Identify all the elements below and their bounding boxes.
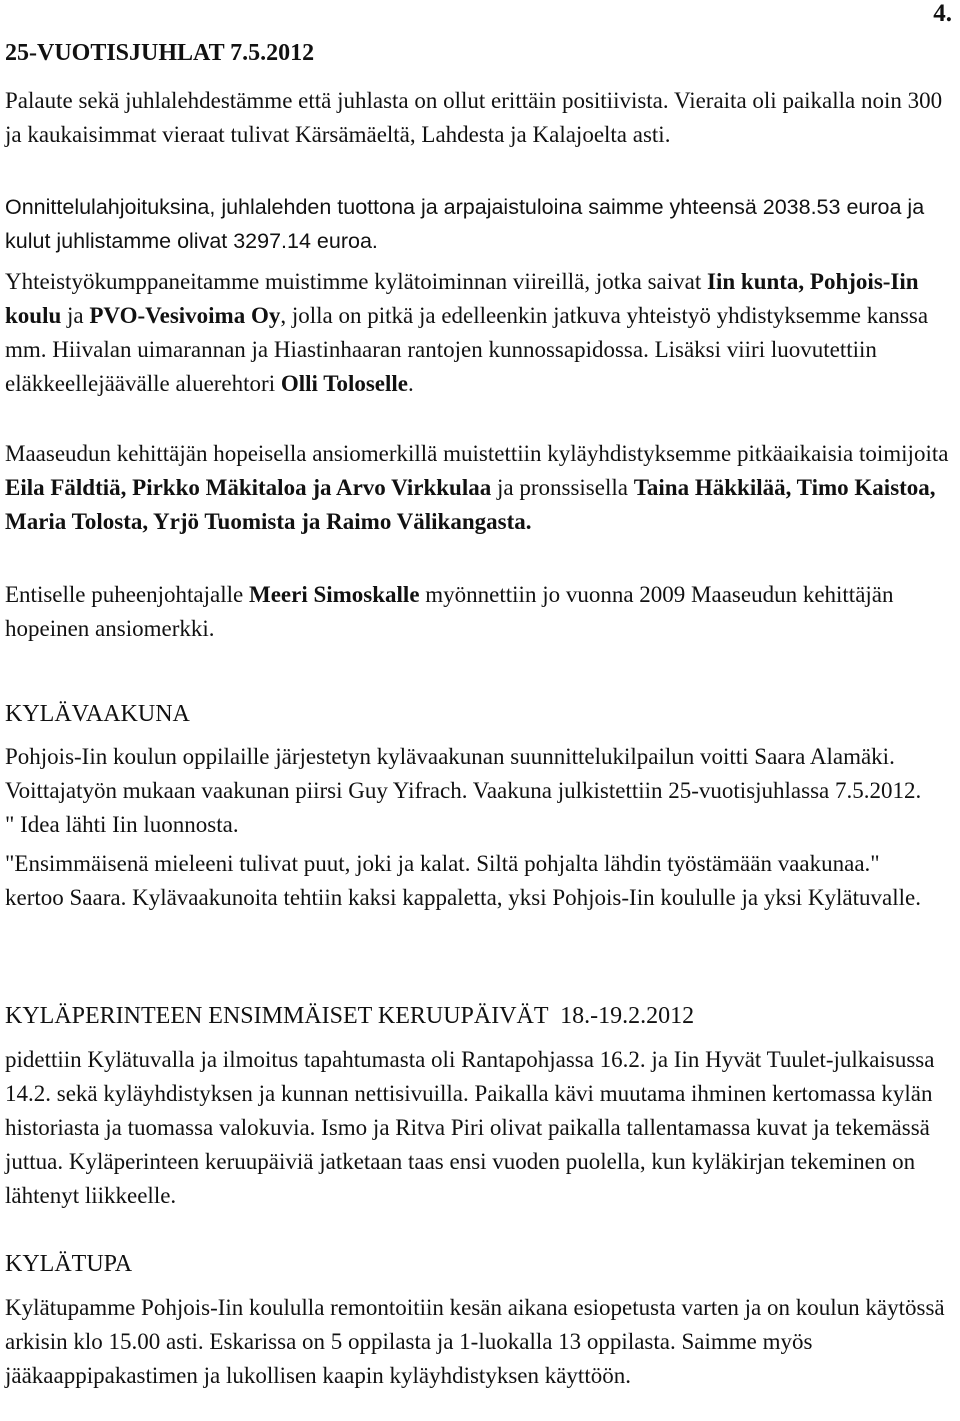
section-title-juhlat: 25-VUOTISJUHLAT 7.5.2012 — [5, 40, 315, 66]
juhlat-p3-bold-2: PVO-Vesivoima Oy — [89, 303, 281, 328]
juhlat-p3-bold-1: Iin kunta, Pohjois-Iin koulu — [5, 269, 919, 328]
vaakuna-paragraph-1: Pohjois-Iin koulun oppilaille järjestetyn kylävaakunan suunnittelukilpailun voitti Saara Alamäki. Voittajatyön mukaan vaakunan piirsi Guy Yifrach. Vaakuna julkistettiin 25-vuotisjuhlassa 7.5.2012. " Idea lähti Iin luonnosta. — [5, 744, 922, 837]
juhlat-paragraph-1: Palaute sekä juhlalehdestämme että juhlasta on ollut erittäin positiivista. Vieraita oli paikalla noin 300 ja kaukaisimmat vieraat tulivat Kärsämäeltä, Lahdesta ja Kalajoelta asti. — [5, 88, 943, 147]
juhlat-paragraph-4 — [5, 437, 955, 539]
section-title-vaakuna: KYLÄVAAKUNA — [5, 701, 190, 727]
juhlat-p3-text-4: . — [408, 371, 414, 396]
juhlat-p5-text-1: Entiselle puheenjohtajalle — [5, 582, 249, 607]
juhlat-p3-text-2: ja — [61, 303, 90, 328]
page-number: 4. — [933, 0, 952, 27]
juhlat-paragraph-3 — [5, 265, 955, 401]
keruupaivat-paragraph-1: pidettiin Kylätuvalla ja ilmoitus tapahtumasta oli Rantapohjassa 16.2. ja Iin Hyvät Tuulet-julkaisussa 14.2. sekä kyläyhdistyksen ja kunnan nettisivuilla. Paikalla kävi muutama ihminen kertomassa kylän historiasta ja tuomassa valokuvia. Ismo ja Ritva Piri olivat paikalla tallentamassa kuvat ja tekemässä juttua. Kyläperinteen keruupäiviä jatketaan taas ensi vuoden puolella, kun kyläkirjan tekeminen on lähtenyt liikkeelle. — [5, 1047, 935, 1208]
juhlat-p5-bold-1: Meeri Simoskalle — [248, 582, 420, 607]
kylatupa-paragraph-1: Kylätupamme Pohjois-Iin koululla remontoitiin kesän aikana esiopetusta varten ja on koulun käytössä arkisin klo 15.00 asti. Eskarissa on 5 oppilasta ja 1-luokalla 13 oppilasta. Saimme myös jääkaappipakastimen ja lukollisen kaapin kyläyhdistyksen käyttöön. — [5, 1295, 945, 1388]
section-title-kylatupa: KYLÄTUPA — [5, 1251, 133, 1277]
juhlat-p4-bold-2: Taina Häkkilää, Timo Kaistoa, Maria Tolosta, Yrjö Tuomista ja Raimo Välikangasta. — [5, 475, 936, 534]
juhlat-p3-text-3: , jolla on pitkä ja edelleenkin jatkuva yhteistyö yhdistyksemme kanssa mm. Hiivalan uimarannan ja Hiastinhaaran rantojen kunnossapidossa. Lisäksi viiri luovutettiin eläkkeellejäävälle aluerehtori — [5, 303, 929, 396]
juhlat-paragraph-5 — [5, 578, 905, 646]
juhlat-p4-text-2: ja pronssisella — [491, 475, 634, 500]
juhlat-p5-text-2: myönnettiin jo vuonna 2009 Maaseudun kehittäjän hopeinen ansiomerkki. — [5, 582, 894, 641]
section-title-keruupaivat: KYLÄPERINTEEN ENSIMMÄISET KERUUPÄIVÄT 18.-19.2.2012 — [5, 1003, 695, 1029]
juhlat-p3-bold-3: Olli Toloselle — [280, 371, 409, 396]
juhlat-paragraph-2: Onnittelulahjoituksina, juhlalehden tuottona ja arpajaistuloina saimme yhteensä 2038.53 euroa ja kulut juhlistamme olivat 3297.14 euroa. — [5, 195, 925, 253]
juhlat-p3-text-1: Yhteistyökumppaneitamme muistimme kylätoiminnan viireillä, jotka saivat — [5, 269, 708, 294]
vaakuna-paragraph-2: "Ensimmäisenä mieleeni tulivat puut, joki ja kalat. Siltä pohjalta lähdin työstämään vaakunaa." kertoo Saara. Kylävaakunoita tehtiin kaksi kappaletta, yksi Pohjois-Iin koululle ja yksi Kylätuvalle. — [5, 851, 921, 910]
juhlat-p4-text-1: Maaseudun kehittäjän hopeisella ansiomerkillä muistettiin kyläyhdistyksemme pitkäaikaisia toimijoita — [5, 441, 949, 466]
juhlat-p4-bold-1: Eila Fäldtiä, Pirkko Mäkitaloa ja Arvo Virkkulaa — [5, 475, 492, 500]
